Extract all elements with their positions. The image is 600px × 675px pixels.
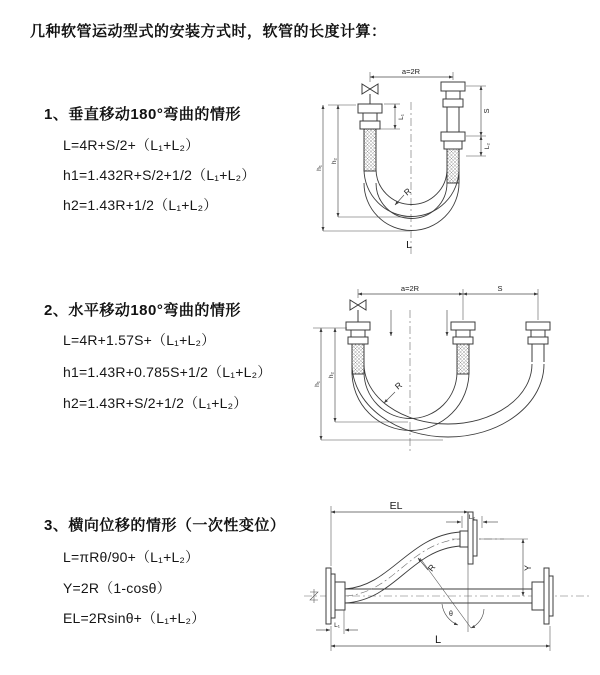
section-1-heading: 1、垂直移动180°弯曲的情形: [44, 106, 241, 123]
left-pipe-fitting: [346, 322, 370, 374]
section-3-formula-L: L=πRθ/90+（L₁+L₂）: [63, 549, 200, 565]
section-3-formula-Y: Y=2R（1-cosθ）: [63, 580, 171, 596]
radius-callout: [384, 380, 404, 403]
page-title: 几种软管运动型式的安装方式时，软管的长度计算：: [30, 23, 387, 40]
section-1-formula-h1: h1=1.432R+S/2+1/2（L₁+L₂）: [63, 167, 256, 183]
dimension-h1: [314, 328, 443, 440]
left-pipe-fitting: [358, 104, 382, 171]
dimension-el: [331, 500, 468, 566]
right-pipe-fitting: [526, 322, 550, 362]
displaced-hose-s-curve: [345, 532, 460, 603]
dimension-s: [463, 284, 538, 320]
dim-label-l: L: [434, 634, 442, 646]
dimension-l: [331, 626, 550, 651]
section-2-formula-h1: h1=1.43R+0.785S+1/2（L₁+L₂）: [63, 364, 272, 380]
radius-label: R: [401, 185, 413, 198]
dimension-l2: [466, 136, 491, 156]
dim-label-h2: h₂: [328, 371, 335, 379]
angle-label: θ: [449, 611, 453, 618]
section-3-heading: 3、横向位移的情形（一次性变位）: [44, 517, 286, 534]
right-flange: [532, 568, 553, 624]
valve-icon: [362, 84, 378, 104]
dim-label-h2: h₂: [331, 157, 338, 165]
dimension-y: [479, 539, 533, 596]
dimension-l1: [316, 610, 358, 634]
radius-callout: [395, 186, 413, 205]
dim-label-a2r: a=2R: [400, 284, 420, 293]
dim-label-h1: h₁: [316, 165, 323, 171]
left-flange: [326, 568, 345, 624]
length-label: L: [406, 239, 412, 251]
dim-label-s: S: [482, 108, 491, 114]
diagram-vertical-180-bend: [308, 64, 580, 260]
dim-label-l1: L₁: [334, 622, 340, 629]
movement-arrows: [391, 310, 447, 336]
section-2-formula-h2: h2=1.43R+S/2+1/2（L₁+L₂）: [63, 395, 248, 411]
dim-label-l2: L₂: [484, 142, 491, 150]
dim-label-y: Y: [523, 564, 533, 572]
dimension-a2r: [370, 67, 453, 82]
dimension-s: [466, 86, 491, 136]
diagram-lateral-displacement: [296, 498, 600, 660]
section-1-formula-L: L=4R+S/2+（L₁+L₂）: [63, 137, 200, 153]
section-2-formula-L: L=4R+1.57S+（L₁+L₂）: [63, 332, 216, 348]
section-3-formula-EL: EL=2Rsinθ+（L₁+L₂）: [63, 610, 206, 626]
dim-label-s: S: [497, 284, 503, 293]
section-1-formula-h2: h2=1.43R+1/2（L₁+L₂）: [63, 197, 218, 213]
hose-u-curves: [352, 364, 544, 437]
middle-pipe-fitting: [451, 322, 475, 374]
dim-label-l2: L₂: [468, 514, 476, 521]
dim-label-h1: h₁: [314, 381, 321, 387]
radius-callout: [418, 558, 437, 573]
dim-label-l1: L₁: [398, 114, 405, 120]
right-pipe-fitting: [441, 82, 465, 183]
valve-icon: [350, 300, 366, 322]
angle-theta-callout: [442, 604, 484, 628]
radius-label: R: [392, 379, 404, 392]
dim-label-el: EL: [389, 500, 403, 512]
diagram-horizontal-180-bend: [303, 282, 595, 466]
hose-u-curves: [364, 169, 459, 231]
radius-label: R: [425, 562, 438, 574]
section-2-heading: 2、水平移动180°弯曲的情形: [44, 302, 241, 319]
dim-label-a2r: a=2R: [401, 67, 421, 76]
